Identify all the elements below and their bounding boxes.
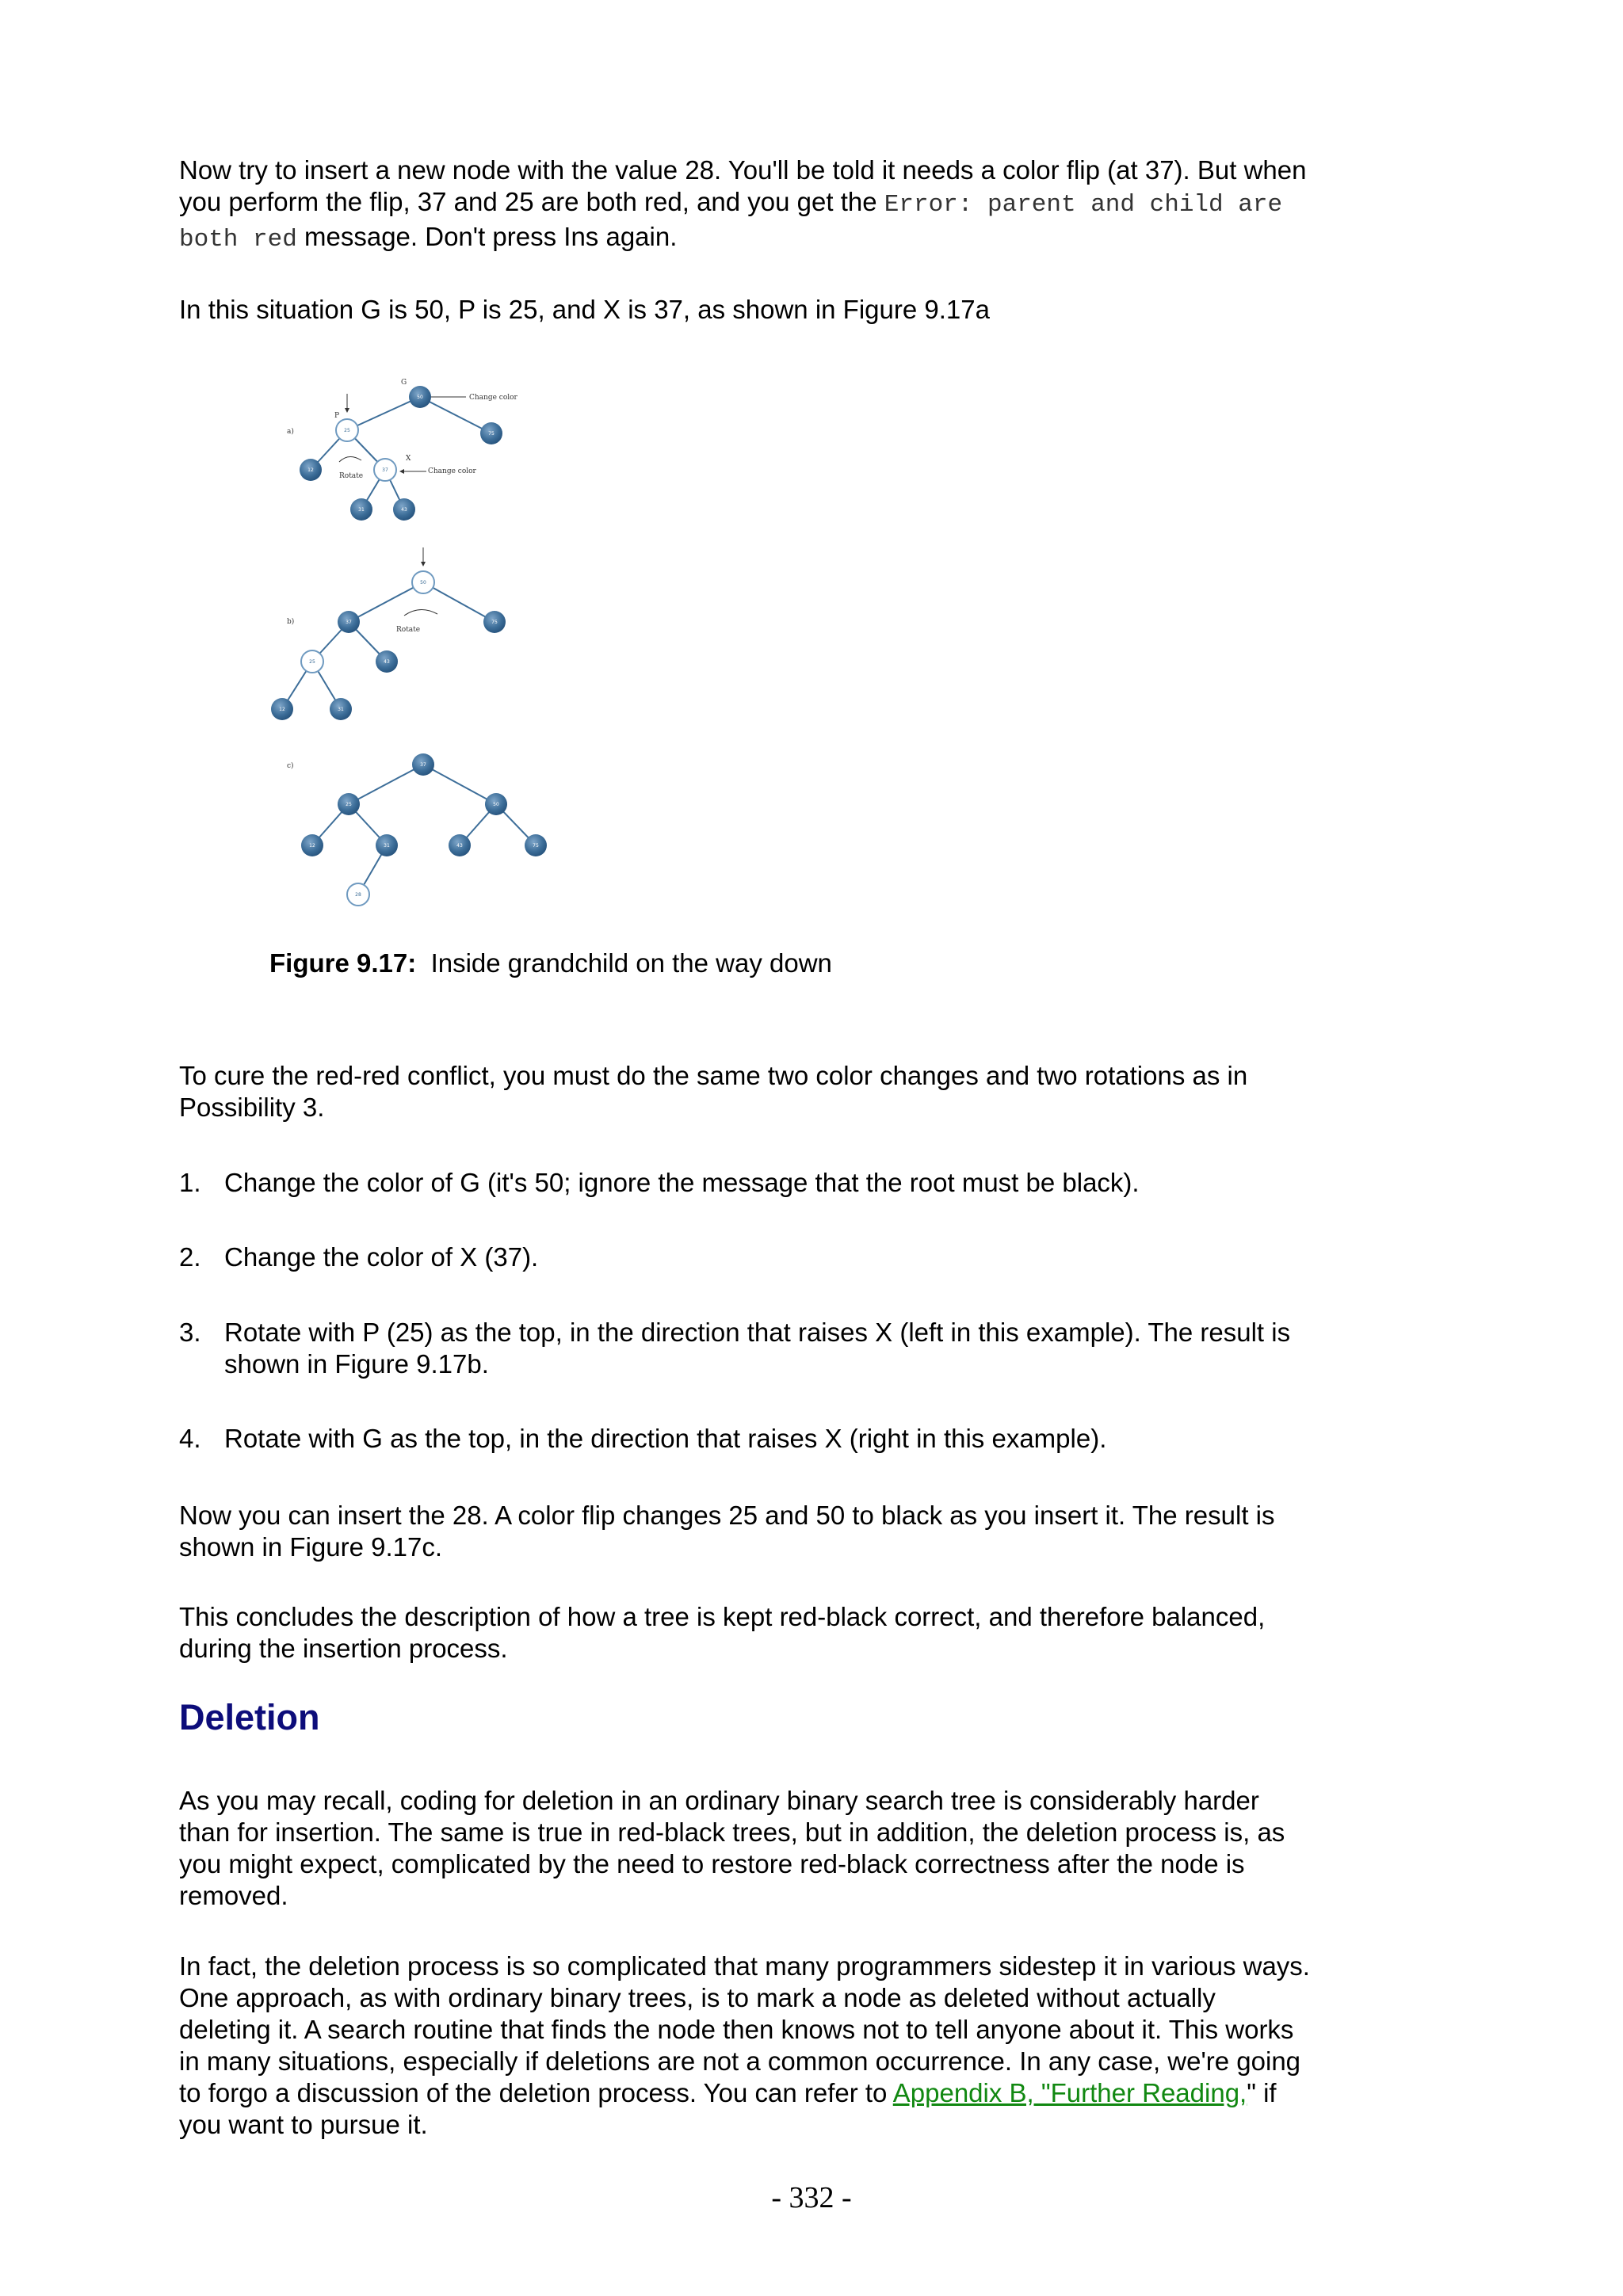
cure-paragraph: To cure the red-red conflict, you must do the same two color changes and two rotations as in Possibility 3. bbox=[179, 1061, 1248, 1122]
list-text-4: Rotate with G as the top, in the direction that raises X (right in this example). bbox=[224, 1424, 1107, 1453]
label-g: G bbox=[401, 379, 407, 387]
error-message-code: Error: parent and child are both red bbox=[179, 191, 1283, 254]
list-text-3: Rotate with P (25) as the top, in the direction that raises X (left in this example). The result is shown in Figure 9.17b. bbox=[224, 1318, 1291, 1379]
intro-paragraph-2: In this situation G is 50, P is 25, and X is 37, as shown in Figure 9.17a bbox=[179, 295, 990, 324]
intro-text-b: message. Don't press Ins again. bbox=[296, 222, 678, 251]
node-a-31-label: 31 bbox=[358, 507, 365, 513]
label-rotate-2: Rotate bbox=[396, 626, 421, 634]
tree-c bbox=[287, 753, 547, 906]
deletion-paragraph-1: As you may recall, coding for deletion in an ordinary binary search tree is considerably harder than for insertion. The same is true in red-black trees, but in addition, the deletion process is, as you might expect, complicated by the need to restore red-black correctness after the node is removed. bbox=[179, 1786, 1285, 1910]
label-a: a) bbox=[287, 428, 294, 436]
node-b-50-label: 50 bbox=[420, 580, 426, 585]
insert-28-paragraph: Now you can insert the 28. A color flip changes 25 and 50 to black as you insert it. The result is shown in Figure 9.17c. bbox=[179, 1501, 1275, 1562]
node-b-37-label: 37 bbox=[346, 620, 352, 625]
node-b-25-label: 25 bbox=[309, 659, 315, 665]
label-change-color-2: Change color bbox=[428, 467, 476, 475]
conclusion-paragraph: This concludes the description of how a tree is kept red-black correct, and therefore balanced, during the insertion process. bbox=[179, 1602, 1266, 1663]
deletion-text-b: " if you want to pursue it. bbox=[179, 2078, 1277, 2139]
node-c-75-label: 75 bbox=[533, 843, 539, 849]
node-c-12-label: 12 bbox=[309, 843, 315, 849]
appendix-b-link[interactable]: Appendix B, "Further Reading, bbox=[892, 2078, 1247, 2107]
node-b-31-label: 31 bbox=[338, 707, 344, 712]
page-number: - 332 - bbox=[771, 2181, 852, 2214]
list-number-1: 1. bbox=[179, 1168, 201, 1197]
tree-a bbox=[287, 379, 518, 521]
node-a-50-label: 50 bbox=[417, 395, 423, 400]
node-c-25-label: 25 bbox=[346, 802, 352, 807]
label-rotate-1: Rotate bbox=[339, 472, 364, 480]
list-text-2: Change the color of X (37). bbox=[224, 1242, 539, 1272]
label-change-color-1: Change color bbox=[469, 394, 517, 402]
figure-caption-text: Inside grandchild on the way down bbox=[430, 948, 832, 978]
node-b-12-label: 12 bbox=[279, 707, 285, 712]
label-p: P bbox=[334, 412, 340, 420]
node-b-75-label: 75 bbox=[491, 620, 498, 625]
intro-paragraph-1 bbox=[179, 154, 1312, 256]
node-c-43-label: 43 bbox=[456, 843, 463, 849]
deletion-text-a: In fact, the deletion process is so complicated that many programmers sidestep it in various ways. One approach, as with ordinary binary trees, is to mark a node as deleted without actually deleting it. A search routine that finds the node then knows not to tell anyone about it. This works in many situations, especially if deletions are not a common occurrence. In any case, we're going to forgo a discussion of the deletion process. You can refer to bbox=[179, 1951, 1310, 2107]
node-a-25-label: 25 bbox=[344, 428, 350, 433]
node-c-50-label: 50 bbox=[493, 802, 499, 807]
list-number-2: 2. bbox=[179, 1242, 201, 1272]
node-b-43-label: 43 bbox=[384, 659, 390, 665]
label-x: X bbox=[406, 455, 411, 463]
label-b: b) bbox=[287, 618, 295, 626]
tree-b bbox=[271, 547, 506, 720]
deletion-paragraph-2 bbox=[179, 1951, 1312, 2141]
node-a-75-label: 75 bbox=[488, 431, 495, 437]
label-c: c) bbox=[287, 762, 294, 770]
node-c-28-label: 28 bbox=[355, 892, 361, 898]
list-text-1: Change the color of G (it's 50; ignore the message that the root must be black). bbox=[224, 1168, 1140, 1197]
node-a-43-label: 43 bbox=[401, 507, 407, 513]
deletion-heading: Deletion bbox=[179, 1697, 320, 1737]
node-a-12-label: 12 bbox=[307, 467, 314, 473]
page-content bbox=[179, 154, 1312, 326]
figure-caption bbox=[269, 948, 832, 979]
list-number-4: 4. bbox=[179, 1424, 201, 1453]
node-c-31-label: 31 bbox=[384, 843, 390, 849]
node-a-37-label: 37 bbox=[382, 467, 388, 473]
intro-text-a: Now try to insert a new node with the value 28. You'll be told it needs a color flip (at 37). But when you perform the flip, 37 and 25 are both red, and you get the bbox=[179, 155, 1307, 216]
tree-diagram bbox=[269, 360, 563, 931]
list-number-3: 3. bbox=[179, 1318, 201, 1347]
figure-caption-label: Figure 9.17: bbox=[269, 948, 417, 978]
figure-9-17 bbox=[269, 360, 563, 931]
node-c-37-label: 37 bbox=[420, 762, 426, 768]
